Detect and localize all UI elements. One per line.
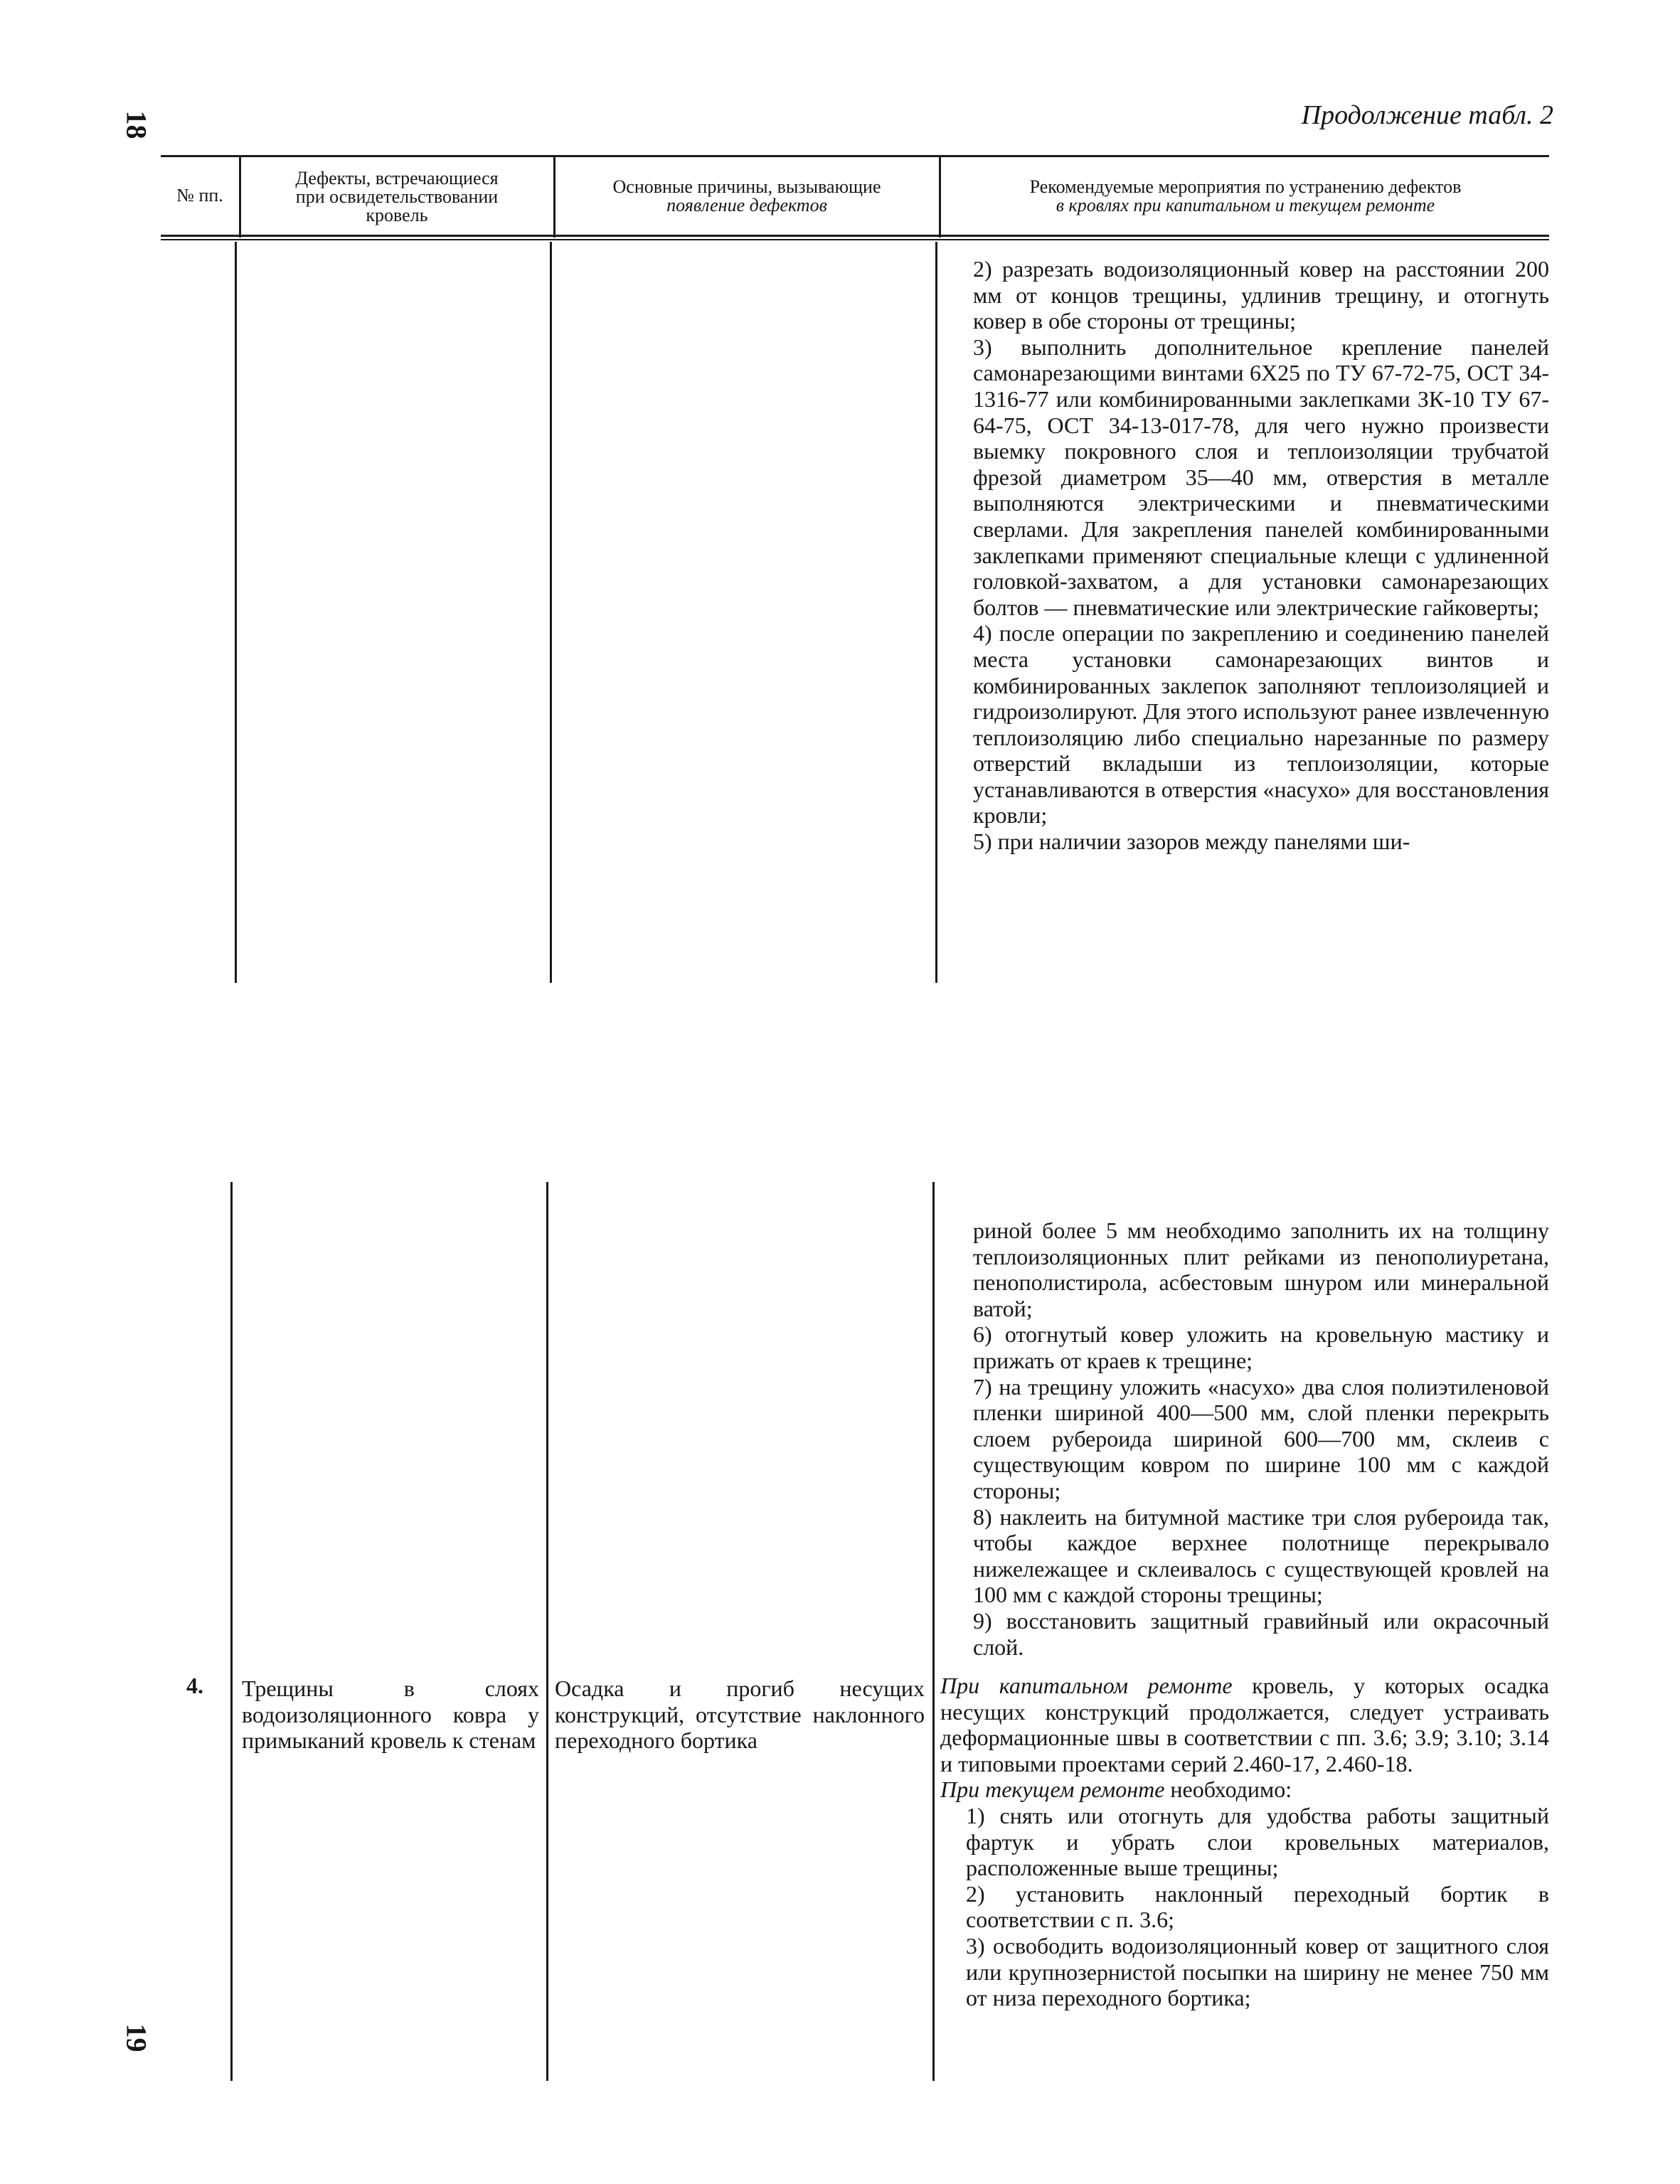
block1-measures — [973, 256, 1549, 855]
row-4-measures — [940, 1673, 1549, 2011]
table-header-rule — [161, 235, 1549, 237]
table-top-rule — [161, 155, 1549, 157]
current-item-2: 2) установить наклонный переходный бортик в соответствии с п. 3.6; — [966, 1880, 1549, 1933]
block2-divider-3 — [932, 1182, 935, 2081]
block2-measures-continuation — [973, 1218, 1549, 1660]
capital-repair-paragraph: При капитальном ремонте кровель, у которых осадка несущих конструкций продолжается, следует устраивать деформационные швы в соответствии с пп. 3.6; 3.9; 3.10; 3.14 и типовыми проектами серий 2.460-17, 2.460-18. — [940, 1673, 1550, 1777]
measure-item-7: 7) на трещину уложить «насухо» два слоя полиэтиленовой пленки шириной 400—500 мм, слой пленки перекрыть слоем рубероида шириной 600—700 мм, склеив с существующим ковром по ширине 100 мм с каждой стороны; — [973, 1373, 1549, 1503]
header-defects: Дефекты, встречающиеся при освидетельствовании кровель — [295, 168, 499, 225]
measure-item-9: 9) восстановить защитный гравийный или окрасочный слой. — [973, 1607, 1549, 1660]
row-4-defect: Трещины в слоях водоизоляционного ковра у примыканий кровель к стенам — [242, 1676, 539, 1754]
header-divider-3 — [939, 156, 941, 238]
block1-divider-1 — [235, 242, 237, 983]
table-header-rule-2 — [161, 239, 1549, 240]
measure-item-6: 6) отогнутый ковер уложить на кровельную мастику и прижать от краев к трещине; — [973, 1321, 1549, 1373]
continuation-title: Продолжение табл. 2 — [1301, 100, 1553, 130]
header-divider-2 — [553, 156, 555, 238]
header-num: № пп. — [176, 185, 223, 206]
block1-divider-2 — [550, 242, 552, 983]
current-item-3: 3) освободить водоизоляционный ковер от защитного слоя или крупнозернистой посыпки на ширину не менее 750 мм от низа переходного бортика; — [966, 1932, 1549, 2011]
header-measures: Рекомендуемые мероприятия по устранению дефектов в кровлях при капитальном и текущем ремонте — [1029, 176, 1462, 215]
page-number-top: 18 — [120, 110, 153, 139]
measure-item-5: 5) при наличии зазоров между панелями ши- — [973, 829, 1410, 855]
measure-item-5-cont: риной более 5 мм необходимо заполнить их на толщину теплоизоляционных плит рейками из пенополиуретана, пенополистирола, асбестовым шнуром или минеральной ватой; — [973, 1218, 1549, 1321]
measure-item-8: 8) наклеить на битумной мастике три слоя рубероида так, чтобы каждое верхнее полотнище перекрывало нижележащее и склеивалось с существующей кровлей на 100 мм с каждой стороны трещины; — [973, 1503, 1549, 1608]
header-divider-1 — [239, 156, 241, 238]
block2-divider-1 — [230, 1182, 233, 2081]
current-repair-lead: При текущем ремонте — [940, 1777, 1165, 1803]
block2-divider-2 — [546, 1182, 548, 2081]
header-causes: Основные причины, вызывающие появление дефектов — [612, 176, 881, 215]
current-repair-paragraph: При текущем ремонте необходимо: — [940, 1777, 1292, 1803]
row-4-cause: Осадка и прогиб несущих конструкций, отсутствие наклонного переходного бортика — [555, 1676, 925, 1754]
current-item-1: 1) снять или отогнуть для удобства работы защитный фартук и убрать слои кровельных материалов, расположенные выше трещины; — [966, 1802, 1549, 1881]
row-4-number: 4. — [186, 1673, 203, 1698]
measure-item-3: 3) выполнить дополнительное крепление панелей самонарезающими винтами 6Х25 по ТУ 67-72-75, ОСТ 34-1316-77 или комбинированными заклепками ЗК-10 ТУ 67-64-75, ОСТ 34-13-017-78, для чего нужно произвести выемку покровного слоя и теплоизоляции трубчатой фрезой диаметром 35—40 мм, отверстия в металле выполняются электрическими и пневматическими сверлами. Для закрепления панелей комбинированными заклепками применяют специальные клещи с удлиненной головкой-захватом, а для установки самонарезающих болтов — пневматические или электрические гайковерты; — [973, 334, 1549, 620]
measure-item-2: 2) разрезать водоизоляционный ковер на расстоянии 200 мм от концов трещины, удлинив трещину, и отогнуть ковер в обе стороны от трещины; — [973, 256, 1549, 334]
page-number-bottom: 19 — [120, 2023, 153, 2052]
capital-repair-lead: При капитальном ремонте — [940, 1673, 1233, 1698]
block1-divider-3 — [935, 242, 937, 983]
measure-item-4: 4) после операции по закреплению и соединению панелей места установки самонарезающих винтов и комбинированных заклепок заполняют теплоизоляцией и гидроизолируют. Для этого используют ранее извлеченную теплоизоляцию либо специально нарезанные по размеру отверстий вкладыши из теплоизоляции, которые устанавливаются в отверстия «насухо» для восстановления кровли; — [973, 620, 1549, 829]
